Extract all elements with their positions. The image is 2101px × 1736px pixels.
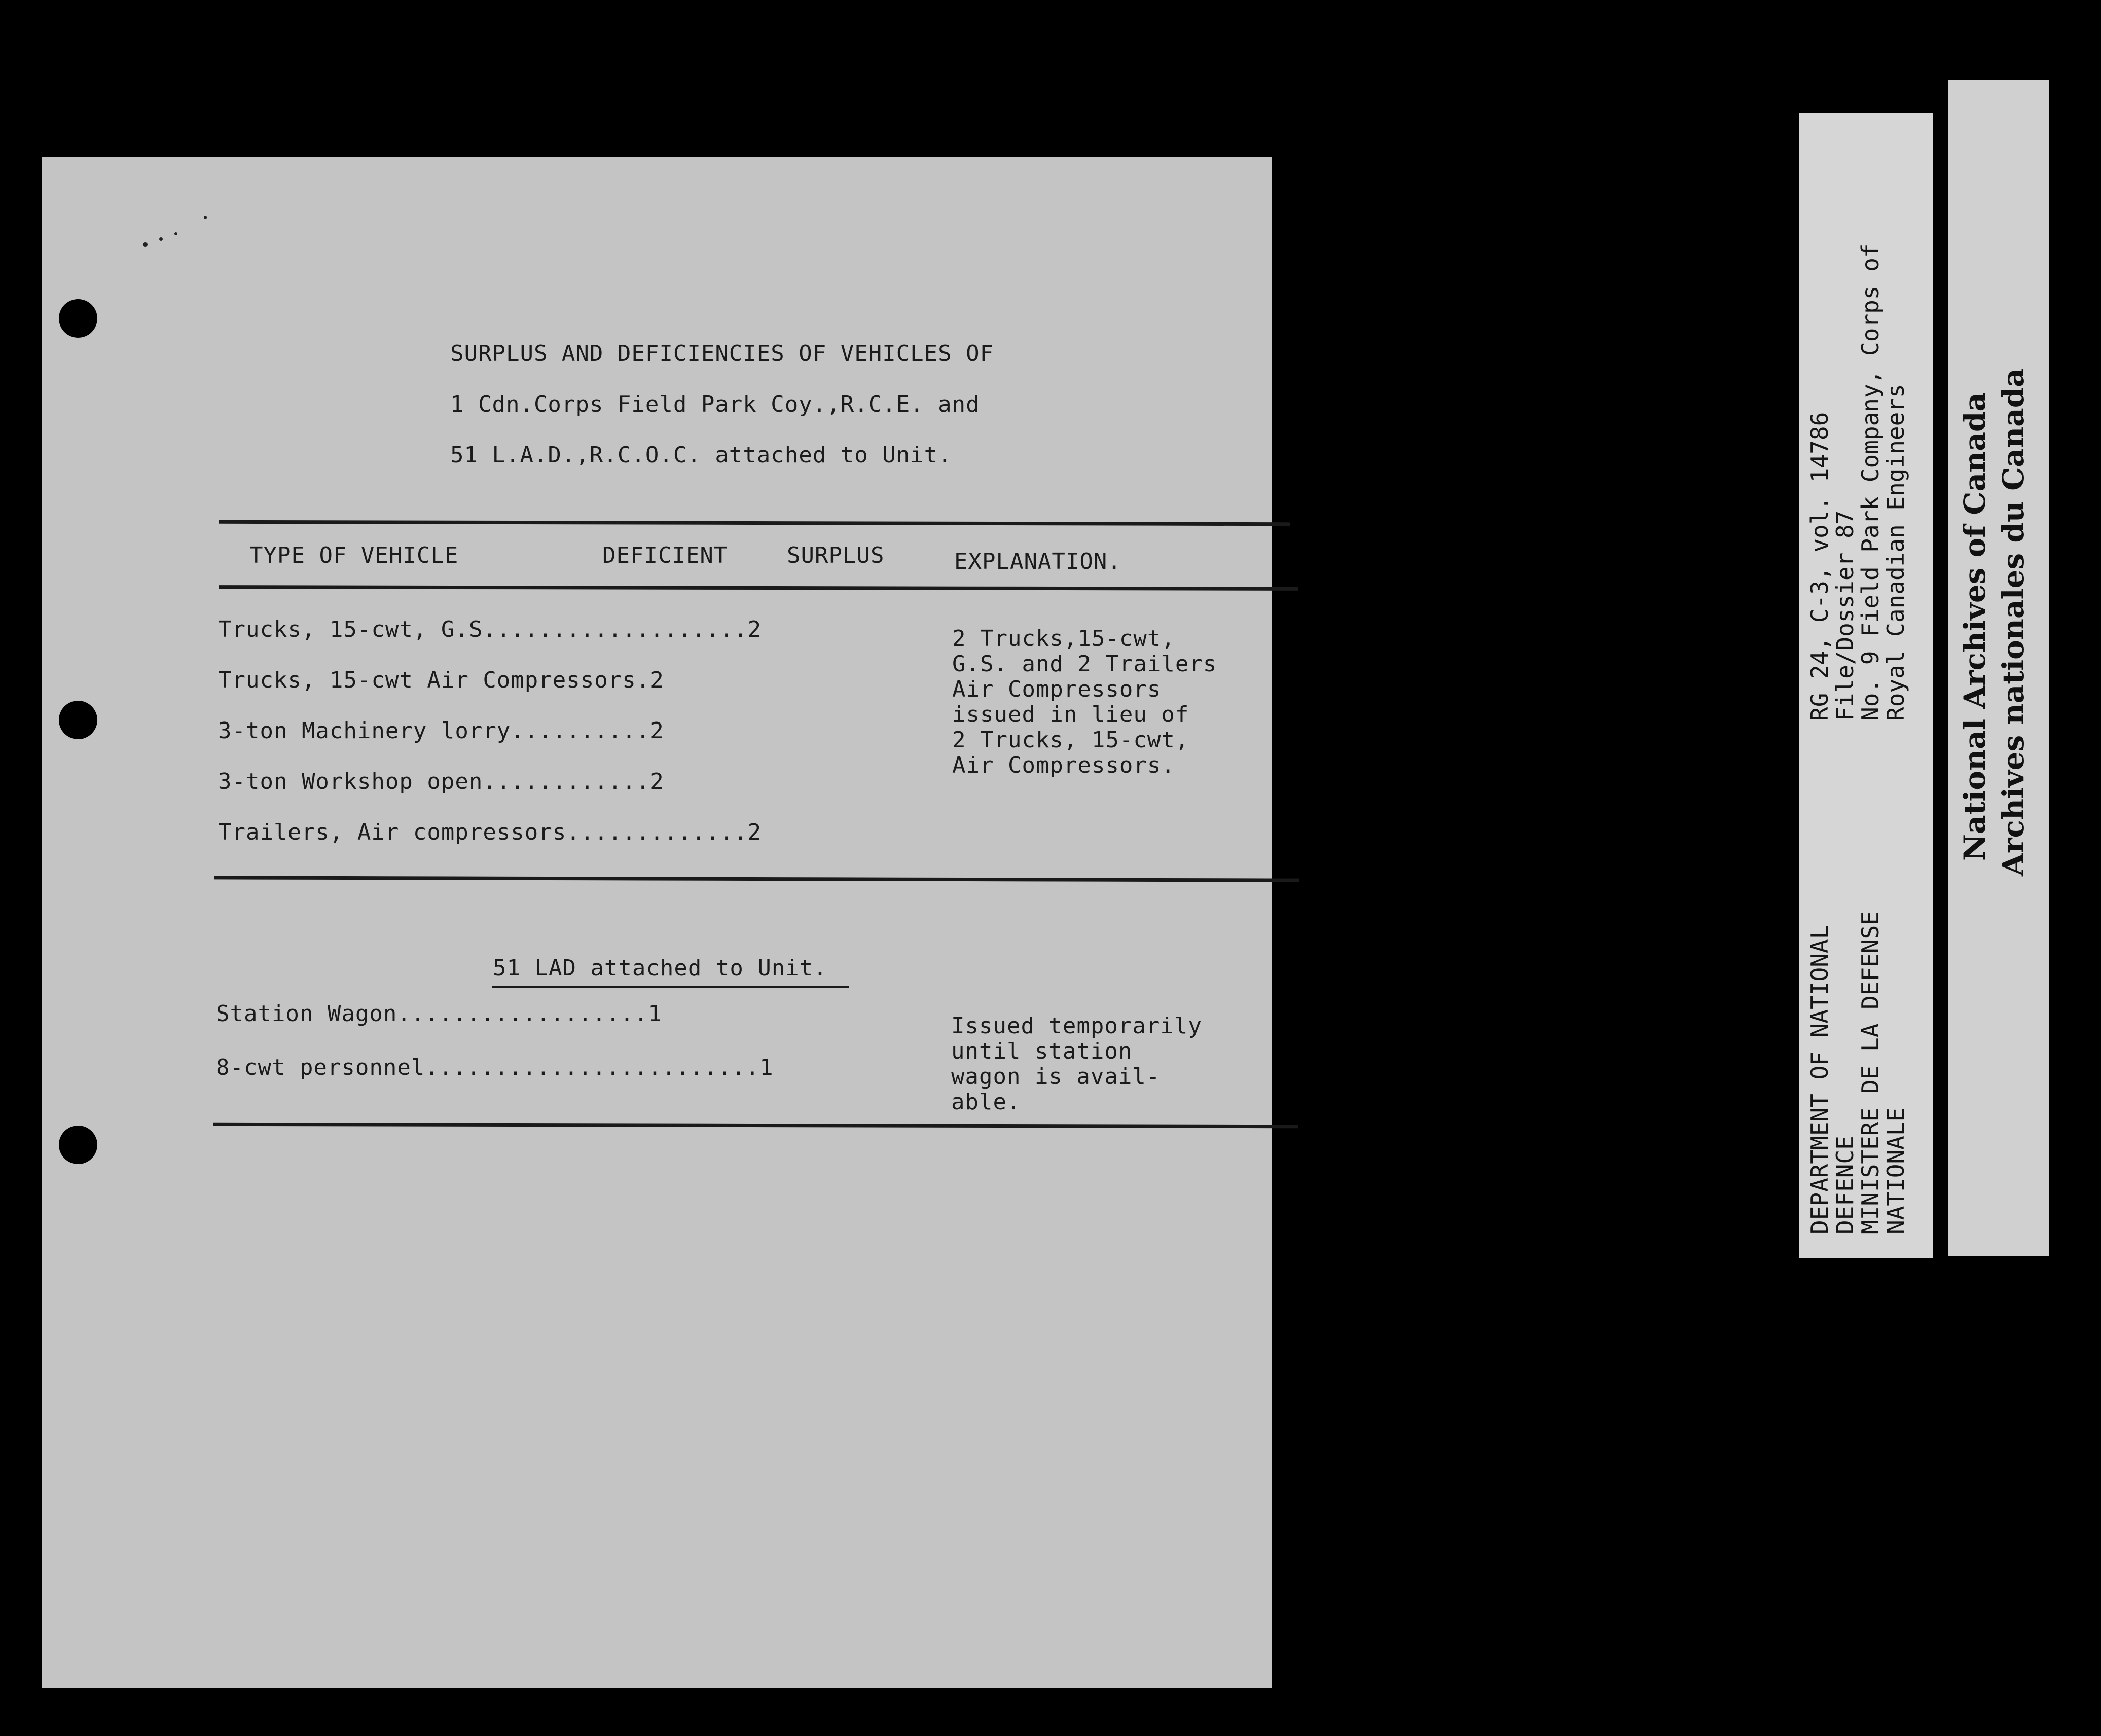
explanation-line: 2 Trucks, 15-cwt, [952, 727, 1189, 753]
stamp-line-french: Archives nationales du Canada [1996, 368, 2031, 876]
explanation-line: Air Compressors [952, 676, 1162, 702]
vehicle-row: Trailers, Air compressors.............2 [218, 819, 762, 845]
speck [204, 216, 207, 219]
archives-stamp [1948, 80, 2049, 1256]
archive-label [1799, 113, 1933, 1258]
column-header-surplus: SURPLUS [787, 542, 885, 568]
lad-row: Station Wagon..................1 [216, 1001, 662, 1027]
speck [174, 232, 177, 235]
label-line: DEPARTMENT OF NATIONAL [1806, 925, 1833, 1234]
lad-row: 8-cwt personnel........................1 [216, 1055, 774, 1080]
label-line: File/Dossier 87 [1831, 510, 1859, 721]
explanation-line: 2 Trucks,15-cwt, [952, 626, 1175, 652]
vehicle-row: 3-ton Machinery lorry..........2 [218, 718, 664, 744]
stamp-line-english: National Archives of Canada [1958, 392, 1992, 861]
punch-hole-middle [59, 701, 97, 739]
punch-hole-top [59, 299, 97, 338]
rule-top [219, 520, 1290, 526]
section-heading-underline [492, 986, 849, 988]
label-line: No. 9 Field Park Company, Corps of [1857, 243, 1884, 721]
label-line: Royal Canadian Engineers [1882, 384, 1909, 721]
vehicle-row: Trucks, 15-cwt, G.S...................2 [218, 617, 762, 642]
title-line-3: 51 L.A.D.,R.C.O.C. attached to Unit. [450, 442, 952, 468]
column-header-deficient: DEFICIENT [602, 542, 728, 568]
punch-hole-bottom [59, 1126, 97, 1164]
speck [159, 237, 163, 241]
label-line: RG 24, C-3, vol. 14786 [1806, 412, 1833, 721]
speck [143, 242, 148, 247]
vehicle-row: Trucks, 15-cwt Air Compressors.2 [218, 667, 664, 693]
lad-explanation-line: until station [951, 1038, 1133, 1064]
explanation-line: Air Compressors. [952, 752, 1175, 778]
title-line-1: SURPLUS AND DEFICIENCIES OF VEHICLES OF [450, 341, 994, 367]
lad-explanation-line: wagon is avail- [951, 1064, 1161, 1090]
explanation-line: issued in lieu of [952, 702, 1189, 728]
document-page [42, 157, 1272, 1688]
section-heading: 51 LAD attached to Unit. [493, 955, 827, 981]
label-line: MINISTERE DE LA DEFENSE [1857, 911, 1884, 1234]
column-header-type: TYPE OF VEHICLE [249, 542, 459, 568]
title-line-2: 1 Cdn.Corps Field Park Coy.,R.C.E. and [450, 391, 980, 417]
lad-explanation-line: able. [951, 1089, 1021, 1115]
explanation-line: G.S. and 2 Trailers [952, 651, 1217, 677]
rule-bottom [213, 1123, 1298, 1128]
label-line: NATIONALE [1882, 1107, 1909, 1234]
rule-middle [214, 876, 1299, 882]
rule-header [219, 585, 1298, 591]
column-header-explanation: EXPLANATION. [954, 549, 1121, 574]
label-line: DEFENCE [1831, 1136, 1859, 1234]
vehicle-row: 3-ton Workshop open............2 [218, 769, 664, 794]
lad-explanation-line: Issued temporarily [951, 1013, 1202, 1039]
